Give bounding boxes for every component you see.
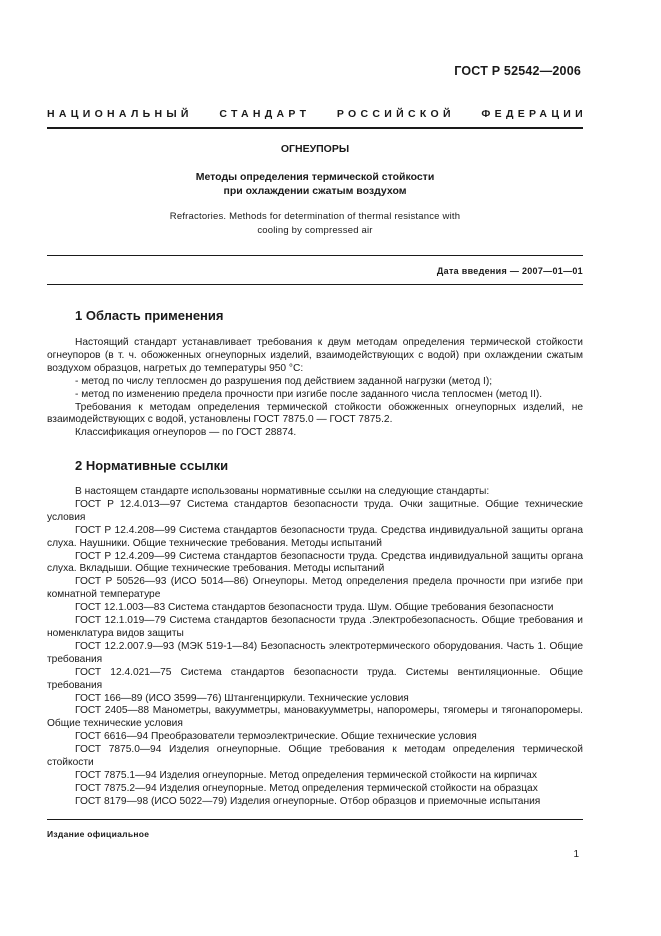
page-number: 1 bbox=[573, 849, 579, 860]
banner-rule bbox=[47, 127, 583, 129]
section-2-heading: 2 Нормативные ссылки bbox=[75, 458, 229, 473]
banner-word: ФЕДЕРАЦИИ bbox=[481, 108, 587, 120]
edition-note: Издание официальное bbox=[47, 829, 150, 839]
paragraph: Требования к методам определения термической стойкости обожженных огнеупорных изделий, не взаимодействующих с водой, установлены ГОСТ 7875.0 — ГОСТ 7875.2. bbox=[47, 401, 583, 426]
reference-item: ГОСТ 7875.2—94 Изделия огнеупорные. Метод определения термической стойкости на образцах bbox=[75, 782, 538, 794]
banner-word: РОССИЙСКОЙ bbox=[336, 108, 455, 120]
title-rule bbox=[47, 255, 583, 256]
section-1-body bbox=[47, 337, 583, 440]
reference-item: ГОСТ 8179—98 (ИСО 5022—79) Изделия огнеупорные. Отбор образцов и приемочные испытания bbox=[75, 795, 541, 807]
paragraph: - метод по изменению предела прочности при изгибе после заданного числа теплосмен (метод II). bbox=[75, 388, 543, 400]
date-rule bbox=[47, 284, 583, 285]
title-russian bbox=[47, 170, 583, 198]
introduction-date: Дата введения — 2007—01—01 bbox=[436, 266, 583, 276]
reference-item: ГОСТ Р 12.4.209—99 Система стандартов безопасности труда. Средства индивидуальной защиты органа слуха. Вкладыши. Общие технические требования. Методы испытаний bbox=[47, 550, 583, 575]
reference-item: ГОСТ Р 12.4.013—97 Система стандартов безопасности труда. Очки защитные. Общие технические условия bbox=[47, 498, 583, 523]
reference-item: ГОСТ 12.1.003—83 Система стандартов безопасности труда. Шум. Общие требования безопасности bbox=[75, 602, 554, 614]
paragraph: В настоящем стандарте использованы нормативные ссылки на следующие стандарты: bbox=[75, 486, 490, 497]
document-code: ГОСТ Р 52542—2006 bbox=[454, 64, 581, 78]
reference-item: ГОСТ 7875.1—94 Изделия огнеупорные. Метод определения термической стойкости на кирпичах bbox=[75, 769, 537, 781]
standard-title: ОГНЕУПОРЫ bbox=[280, 143, 350, 155]
reference-item: ГОСТ 12.2.007.9—93 (МЭК 519-1—84) Безопасность электротермического оборудования. Часть 1. Общие требования bbox=[47, 640, 583, 665]
reference-item: ГОСТ 166—89 (ИСО 3599—76) Штангенциркули. Технические условия bbox=[75, 692, 409, 704]
reference-item: ГОСТ 2405—88 Манометры, вакуумметры, мановакуумметры, напоромеры, тягомеры и тягонапоромеры. Общие технические условия bbox=[47, 705, 583, 730]
paragraph: Настоящий стандарт устанавливает требования к двум методам определения термической стойкости огнеупоров (в т. ч. обожженных огнеупорных изделий, взаимодействующих с водой) при охлаждении сжатым воздухом образцов, нагретых до температуры 950 °С: bbox=[47, 337, 583, 374]
national-standard-banner bbox=[47, 108, 587, 120]
title-en-line: cooling by compressed air bbox=[257, 225, 373, 236]
reference-item: ГОСТ 7875.0—94 Изделия огнеупорные. Общие требования к методам определения термической стойкости bbox=[47, 744, 583, 769]
paragraph: Классификация огнеупоров — по ГОСТ 28874. bbox=[75, 427, 297, 439]
title-ru-line: при охлаждении сжатым воздухом bbox=[223, 185, 407, 197]
title-english bbox=[47, 210, 583, 238]
title-ru-line: Методы определения термической стойкости bbox=[195, 171, 435, 183]
reference-item: ГОСТ 6616—94 Преобразователи термоэлектрические. Общие технические условия bbox=[75, 731, 477, 743]
banner-word: СТАНДАРТ bbox=[219, 108, 311, 120]
reference-item: ГОСТ Р 12.4.208—99 Система стандартов безопасности труда. Средства индивидуальной защиты органа слуха. Наушники. Общие технические требования. Методы испытаний bbox=[47, 524, 583, 549]
section-1-heading: 1 Область применения bbox=[75, 308, 224, 323]
section-2-body bbox=[47, 486, 583, 809]
banner-word: НАЦИОНАЛЬНЫЙ bbox=[47, 108, 193, 120]
reference-item: ГОСТ 12.4.021—75 Система стандартов безопасности труда. Системы вентиляционные. Общие требования bbox=[47, 666, 583, 691]
paragraph: - метод по числу теплосмен до разрушения под действием заданной нагрузки (метод I); bbox=[75, 375, 493, 387]
reference-item: ГОСТ Р 50526—93 (ИСО 5014—86) Огнеупоры. Метод определения предела прочности при изгибе при комнатной температуре bbox=[47, 576, 583, 601]
reference-item: ГОСТ 12.1.019—79 Система стандартов безопасности труда .Электробезопасность. Общие требования и номенклатура видов защиты bbox=[47, 615, 583, 639]
footer-rule bbox=[47, 819, 583, 820]
title-en-line: Refractories. Methods for determination of thermal resistance with bbox=[169, 211, 461, 222]
